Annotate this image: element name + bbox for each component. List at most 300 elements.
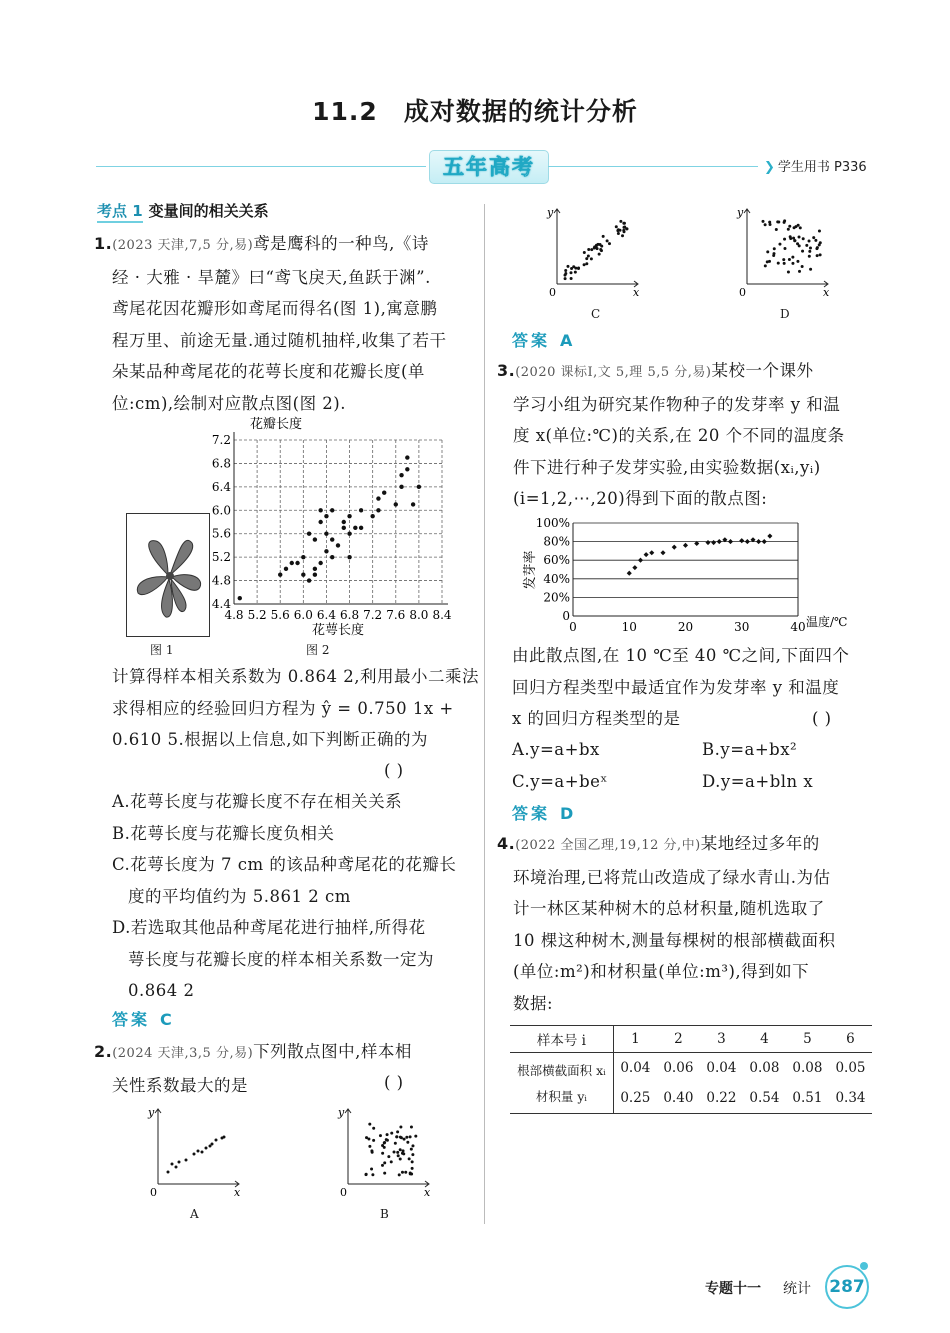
data-point <box>728 539 733 544</box>
data-point <box>622 222 625 225</box>
data-point <box>762 220 765 223</box>
data-point <box>564 272 567 275</box>
data-point <box>717 539 722 544</box>
data-point <box>372 1139 375 1142</box>
data-point <box>767 533 772 538</box>
y-tick-label: 6.0 <box>211 503 231 518</box>
data-point <box>307 578 311 582</box>
data-point <box>745 539 750 544</box>
data-point <box>602 235 605 238</box>
table-row <box>510 1083 872 1114</box>
data-point <box>705 540 710 545</box>
data-point <box>590 257 593 260</box>
data-point <box>406 1141 409 1144</box>
data-point <box>791 256 794 259</box>
option-d: D.y=a+bln x <box>702 772 814 791</box>
y-axis-label: 发芽率 <box>523 550 538 590</box>
scatter-plot-c <box>545 204 645 300</box>
y-tick-label: 0 <box>562 609 570 623</box>
data-point <box>617 232 620 235</box>
data-point <box>390 1132 393 1135</box>
q2-line: 关性系数最大的是 <box>112 1075 248 1095</box>
data-point <box>587 248 590 251</box>
x-tick-label: 6.8 <box>340 608 360 622</box>
data-point <box>359 526 363 530</box>
data-point <box>376 496 380 500</box>
table-row <box>510 1053 872 1084</box>
y-tick-label: 6.4 <box>211 479 231 494</box>
x-axis-label: x <box>424 1186 431 1199</box>
data-point <box>809 268 812 271</box>
data-point <box>783 221 786 224</box>
option-d-cont: 萼长度与花瓣长度的样本相关系数一定为 <box>128 949 434 969</box>
data-point <box>223 1136 226 1139</box>
data-point <box>409 1135 412 1138</box>
data-point <box>313 537 317 541</box>
y-tick-label: 5.2 <box>211 550 231 565</box>
origin-label: 0 <box>739 286 746 299</box>
q3-line: 件下进行种子发芽实验,由实验数据(xᵢ,yᵢ) <box>513 457 821 477</box>
answer: 答案 D <box>512 804 577 823</box>
q1-text: 求得相应的经验回归方程为 ŷ = 0.750 1x + <box>112 698 454 718</box>
q4-line: 10 棵这种树木,测量每棵树的根部横截面积 <box>513 930 836 950</box>
band-line-right <box>548 166 758 167</box>
data-point <box>411 1167 414 1170</box>
data-point <box>390 1160 393 1163</box>
plot-caption: B <box>380 1207 389 1221</box>
data-point <box>798 270 801 273</box>
y-tick-label: 80% <box>543 534 570 549</box>
x-tick-label: 30 <box>734 620 750 634</box>
data-point <box>818 229 821 232</box>
y-tick-label: 20% <box>543 590 570 605</box>
data-point <box>574 267 577 270</box>
scatter-plot-b <box>336 1104 436 1200</box>
data-point <box>371 1173 374 1176</box>
data-point <box>405 467 409 471</box>
question-4 <box>497 828 877 1019</box>
data-point <box>583 263 586 266</box>
data-point <box>623 230 626 233</box>
x-axis-label: x <box>234 1186 241 1199</box>
data-point <box>570 271 573 274</box>
data-point <box>772 254 775 257</box>
data-point <box>381 1144 384 1147</box>
q4-line: (单位:m²)和材积量(单位:m³),得到如下 <box>513 962 810 981</box>
data-point <box>336 543 340 547</box>
data-point <box>793 226 796 229</box>
data-point <box>398 1173 401 1176</box>
data-point <box>399 485 403 489</box>
option-c: C.花萼长度为 7 cm 的该品种鸢尾花的花瓣长 <box>112 855 457 874</box>
data-point <box>381 1164 384 1167</box>
data-point <box>799 226 802 229</box>
table-header: 3 <box>717 1031 726 1047</box>
data-point <box>788 225 791 228</box>
data-point <box>385 1138 388 1141</box>
data-point <box>766 250 769 253</box>
data-point <box>368 1123 371 1126</box>
data-point <box>193 1153 196 1156</box>
data-point <box>381 1152 384 1155</box>
table-cell: 0.34 <box>835 1090 866 1106</box>
data-point <box>178 1161 181 1164</box>
data-point <box>399 1125 402 1128</box>
y-axis-label: 花瓣长度 <box>250 417 303 432</box>
data-point <box>564 269 567 272</box>
data-point <box>801 250 804 253</box>
data-point <box>816 254 819 257</box>
table-cell: 0.05 <box>835 1060 866 1076</box>
data-point <box>342 520 346 524</box>
data-point <box>783 262 786 265</box>
table-header: 样本号 i <box>510 1026 613 1053</box>
data-point <box>278 573 282 577</box>
q4-line: 环境治理,已将荒山改造成了绿水青山.为估 <box>513 867 831 887</box>
data-point <box>777 262 780 265</box>
table-header: 4 <box>760 1031 769 1047</box>
data-point <box>353 526 357 530</box>
data-point <box>638 558 643 563</box>
data-point <box>796 260 799 263</box>
data-point <box>394 1142 397 1145</box>
data-point <box>411 1153 414 1156</box>
data-point <box>171 1163 174 1166</box>
table-cell: 0.51 <box>792 1090 823 1106</box>
y-tick-label: 60% <box>543 553 570 568</box>
data-point <box>775 228 778 231</box>
data-point <box>805 244 808 247</box>
data-point <box>313 573 317 577</box>
data-point <box>399 473 403 477</box>
data-point <box>399 1157 402 1160</box>
data-point <box>814 239 817 242</box>
data-point <box>621 234 624 237</box>
option-d: D.若选取其他品种鸢尾花进行抽样,所得花 <box>112 918 426 937</box>
q1-line: 经 · 大雅 · 旱麓》曰“鸢飞戾天,鱼跃于渊”. <box>112 267 431 287</box>
data-point <box>408 1157 411 1160</box>
data-point <box>393 1150 396 1153</box>
q4-line: 4.(2022 全国乙理,19,12 分,中)某地经过多年的 <box>497 834 820 853</box>
y-tick-label: 4.4 <box>211 597 231 611</box>
data-point <box>185 1159 188 1162</box>
q1-options <box>112 786 484 1007</box>
data-point <box>409 1172 412 1175</box>
x-tick-label: 10 <box>621 620 637 634</box>
x-tick-label: 6.0 <box>293 608 313 622</box>
data-point <box>566 265 569 268</box>
y-tick-label: 6.8 <box>211 456 231 471</box>
figure-caption: 图 2 <box>306 643 330 657</box>
data-point <box>764 223 767 226</box>
data-point <box>808 250 811 253</box>
data-point <box>783 247 786 250</box>
data-point <box>796 242 799 245</box>
arrow-right-icon: ❯ <box>764 160 775 175</box>
data-point <box>599 248 602 251</box>
data-point <box>396 1151 399 1154</box>
y-tick-label: 100% <box>535 516 570 530</box>
x-axis-label: 温度/℃ <box>806 615 848 629</box>
option-c: C.y=a+beˣ <box>512 772 608 791</box>
footer-topic: 专题十一 <box>705 1281 761 1297</box>
data-point <box>368 1145 371 1148</box>
question-2 <box>94 1036 480 1101</box>
option-d-cont: 0.864 2 <box>128 981 195 1000</box>
q1-line: 鸢尾花因花瓣形如鸢尾而得名(图 1),寓意鹏 <box>112 299 438 318</box>
q3-text: 由此散点图,在 10 ℃至 40 ℃之间,下面四个 <box>512 646 850 665</box>
origin-label: 0 <box>340 1186 347 1199</box>
data-point <box>819 241 822 244</box>
data-point <box>284 567 288 571</box>
data-point <box>769 223 772 226</box>
data-point <box>313 567 317 571</box>
data-point <box>301 555 305 559</box>
page-number: 287 <box>825 1265 869 1309</box>
data-point <box>324 549 328 553</box>
y-axis-label: y <box>338 1106 345 1119</box>
decorative-dot <box>860 1262 868 1270</box>
y-axis-label: y <box>148 1106 155 1119</box>
plot-caption: D <box>780 307 790 321</box>
q3-line: (i=1,2,⋯,20)得到下面的散点图: <box>513 489 768 508</box>
data-point <box>403 1138 406 1141</box>
y-tick-label: 40% <box>543 571 570 586</box>
option-a: A.花萼长度与花瓣长度不存在相关关系 <box>112 792 403 811</box>
q3-text: x 的回归方程类型的是 <box>512 709 681 728</box>
answer-blank: ( ) <box>384 761 404 780</box>
data-point <box>683 543 688 548</box>
scatter-plot-a <box>146 1104 246 1200</box>
data-point <box>797 224 800 227</box>
data-point <box>583 251 586 254</box>
q4-line: 计一林区某种树木的总材积量,随机选取了 <box>513 899 825 918</box>
data-point <box>808 239 811 242</box>
germination-scatter-chart <box>508 510 868 635</box>
data-point <box>577 267 580 270</box>
x-tick-label: 8.4 <box>432 608 452 622</box>
x-axis-label: 花萼长度 <box>311 623 365 638</box>
table-cell: 0.25 <box>620 1090 651 1106</box>
data-point <box>411 502 415 506</box>
option-b: B.y=a+bx² <box>702 740 798 759</box>
data-point <box>802 237 805 240</box>
table-cell: 0.04 <box>620 1060 651 1076</box>
y-tick-label: 5.6 <box>211 526 231 541</box>
data-point <box>410 1126 413 1129</box>
table-cell: 0.08 <box>792 1060 823 1076</box>
data-point <box>324 514 328 518</box>
data-point <box>397 1154 400 1157</box>
answer-blank: ( ) <box>812 709 832 728</box>
table-cell: 0.22 <box>706 1090 737 1106</box>
q3-line: 度 x(单位:℃)的关系,在 20 个不同的温度条 <box>513 426 845 445</box>
data-point <box>201 1151 204 1154</box>
data-point <box>295 561 299 565</box>
answer: 答案 A <box>512 331 576 350</box>
data-point <box>383 1172 386 1175</box>
table-header: 2 <box>674 1031 683 1047</box>
data-point <box>414 1135 417 1138</box>
data-point <box>815 247 818 250</box>
data-point <box>598 253 601 256</box>
book-reference: ❯ 学生用书 P336 <box>764 160 867 175</box>
data-point <box>623 226 626 229</box>
data-point <box>644 552 649 557</box>
plot-caption: C <box>591 307 601 321</box>
data-point <box>301 573 305 577</box>
data-point <box>417 485 421 489</box>
section-band <box>96 150 871 186</box>
data-point <box>570 277 573 280</box>
data-point <box>330 537 334 541</box>
data-point <box>215 1139 218 1142</box>
data-point <box>619 220 622 223</box>
x-tick-label: 5.2 <box>247 608 267 622</box>
q1-statement <box>112 661 482 756</box>
footer-subject: 统计 <box>783 1281 811 1297</box>
x-axis-label: x <box>823 286 830 299</box>
data-point <box>387 1155 390 1158</box>
data-point <box>347 532 351 536</box>
section-heading: 考点 1 变量间的相关关系 <box>97 200 269 221</box>
data-point <box>809 246 812 249</box>
table-header: 5 <box>803 1031 812 1047</box>
band-line-left <box>96 166 426 167</box>
data-point <box>801 265 804 268</box>
data-point <box>404 1171 407 1174</box>
data-point <box>627 571 632 576</box>
data-point <box>756 539 761 544</box>
x-tick-label: 7.2 <box>363 608 383 622</box>
table-header-row <box>510 1026 872 1053</box>
y-tick-label: 7.2 <box>211 433 231 447</box>
y-tick-label: 4.8 <box>211 573 231 588</box>
data-point <box>197 1150 200 1153</box>
table-cell: 0.06 <box>663 1060 694 1076</box>
x-tick-label: 20 <box>677 620 694 634</box>
q1-line: 位:cm),绘制对应散点图(图 2). <box>112 393 346 413</box>
data-point <box>290 561 294 565</box>
data-point <box>402 1149 405 1152</box>
data-point <box>672 545 677 550</box>
table-header: 6 <box>846 1031 855 1047</box>
data-point <box>383 1161 386 1164</box>
data-point <box>819 253 822 256</box>
data-point <box>395 1135 398 1138</box>
data-point <box>570 267 573 270</box>
data-point <box>608 242 611 245</box>
x-tick-label: 7.6 <box>386 608 406 622</box>
x-tick-label: 0 <box>569 620 577 634</box>
data-point <box>792 237 795 240</box>
q3-text: 回归方程类型中最适宜作为发芽率 y 和温度 <box>512 677 840 697</box>
data-point <box>405 1136 408 1139</box>
data-point <box>660 550 665 555</box>
data-point <box>410 1148 413 1151</box>
data-point <box>762 539 767 544</box>
data-point <box>787 228 790 231</box>
table-cell: 材积量 yᵢ <box>510 1083 613 1114</box>
data-point <box>347 514 351 518</box>
table-cell: 0.04 <box>706 1060 737 1076</box>
x-tick-label: 8.0 <box>409 608 429 622</box>
data-point <box>370 1168 373 1171</box>
q4-line: 数据: <box>513 993 554 1013</box>
origin-label: 0 <box>549 286 556 299</box>
y-axis-label: y <box>547 206 554 219</box>
data-point <box>318 561 322 565</box>
data-point <box>587 254 590 257</box>
data-point <box>411 1160 414 1163</box>
data-point <box>318 508 322 512</box>
data-point <box>205 1147 208 1150</box>
data-point <box>386 1133 389 1136</box>
data-point <box>777 220 780 223</box>
data-point <box>324 532 328 536</box>
q1-text: 计算得样本相关系数为 0.864 2,利用最小二乘法 <box>112 667 479 686</box>
data-point <box>585 262 588 265</box>
data-point <box>585 257 588 260</box>
data-point <box>394 502 398 506</box>
x-tick-label: 4.8 <box>224 608 244 622</box>
data-point <box>372 1127 375 1130</box>
column-divider <box>484 204 485 1224</box>
answer-blank: ( ) <box>384 1073 404 1092</box>
table-cell: 0.08 <box>749 1060 780 1076</box>
data-point <box>615 225 618 228</box>
data-table <box>510 1025 872 1114</box>
question-1 <box>94 228 480 419</box>
data-point <box>402 1152 405 1155</box>
table-cell: 根部横截面积 xᵢ <box>510 1053 613 1084</box>
data-point <box>616 229 619 232</box>
q1-line: 1.(2023 天津,7,5 分,易)鸢是鹰科的一种鸟,《诗 <box>94 234 429 253</box>
data-point <box>773 247 776 250</box>
data-point <box>209 1145 212 1148</box>
iris-scatter-chart <box>204 412 454 644</box>
data-point <box>347 555 351 559</box>
table-cell: 0.40 <box>663 1090 694 1106</box>
data-point <box>782 258 785 261</box>
y-axis-label: y <box>737 206 744 219</box>
data-point <box>411 1144 414 1147</box>
data-point <box>798 236 801 239</box>
data-point <box>739 538 744 543</box>
question-3 <box>497 355 877 515</box>
data-point <box>318 520 322 524</box>
q3-line: 学习小组为研究某作物种子的发芽率 y 和温 <box>513 394 841 414</box>
data-point <box>396 1130 399 1133</box>
scatter-plot-d <box>735 204 835 300</box>
data-point <box>574 271 577 274</box>
data-point <box>808 255 811 258</box>
data-point <box>175 1166 178 1169</box>
data-point <box>597 243 600 246</box>
data-point <box>376 508 380 512</box>
data-point <box>764 264 767 267</box>
option-a: A.y=a+bx <box>512 740 600 759</box>
data-point <box>789 237 792 240</box>
five-year-badge: 五年高考 <box>429 150 549 184</box>
data-point <box>359 508 363 512</box>
data-point <box>606 239 609 242</box>
data-point <box>564 277 567 280</box>
data-point <box>590 248 593 251</box>
data-point <box>238 596 242 600</box>
plot-caption: A <box>190 1207 199 1221</box>
iris-flower-image <box>126 513 210 637</box>
